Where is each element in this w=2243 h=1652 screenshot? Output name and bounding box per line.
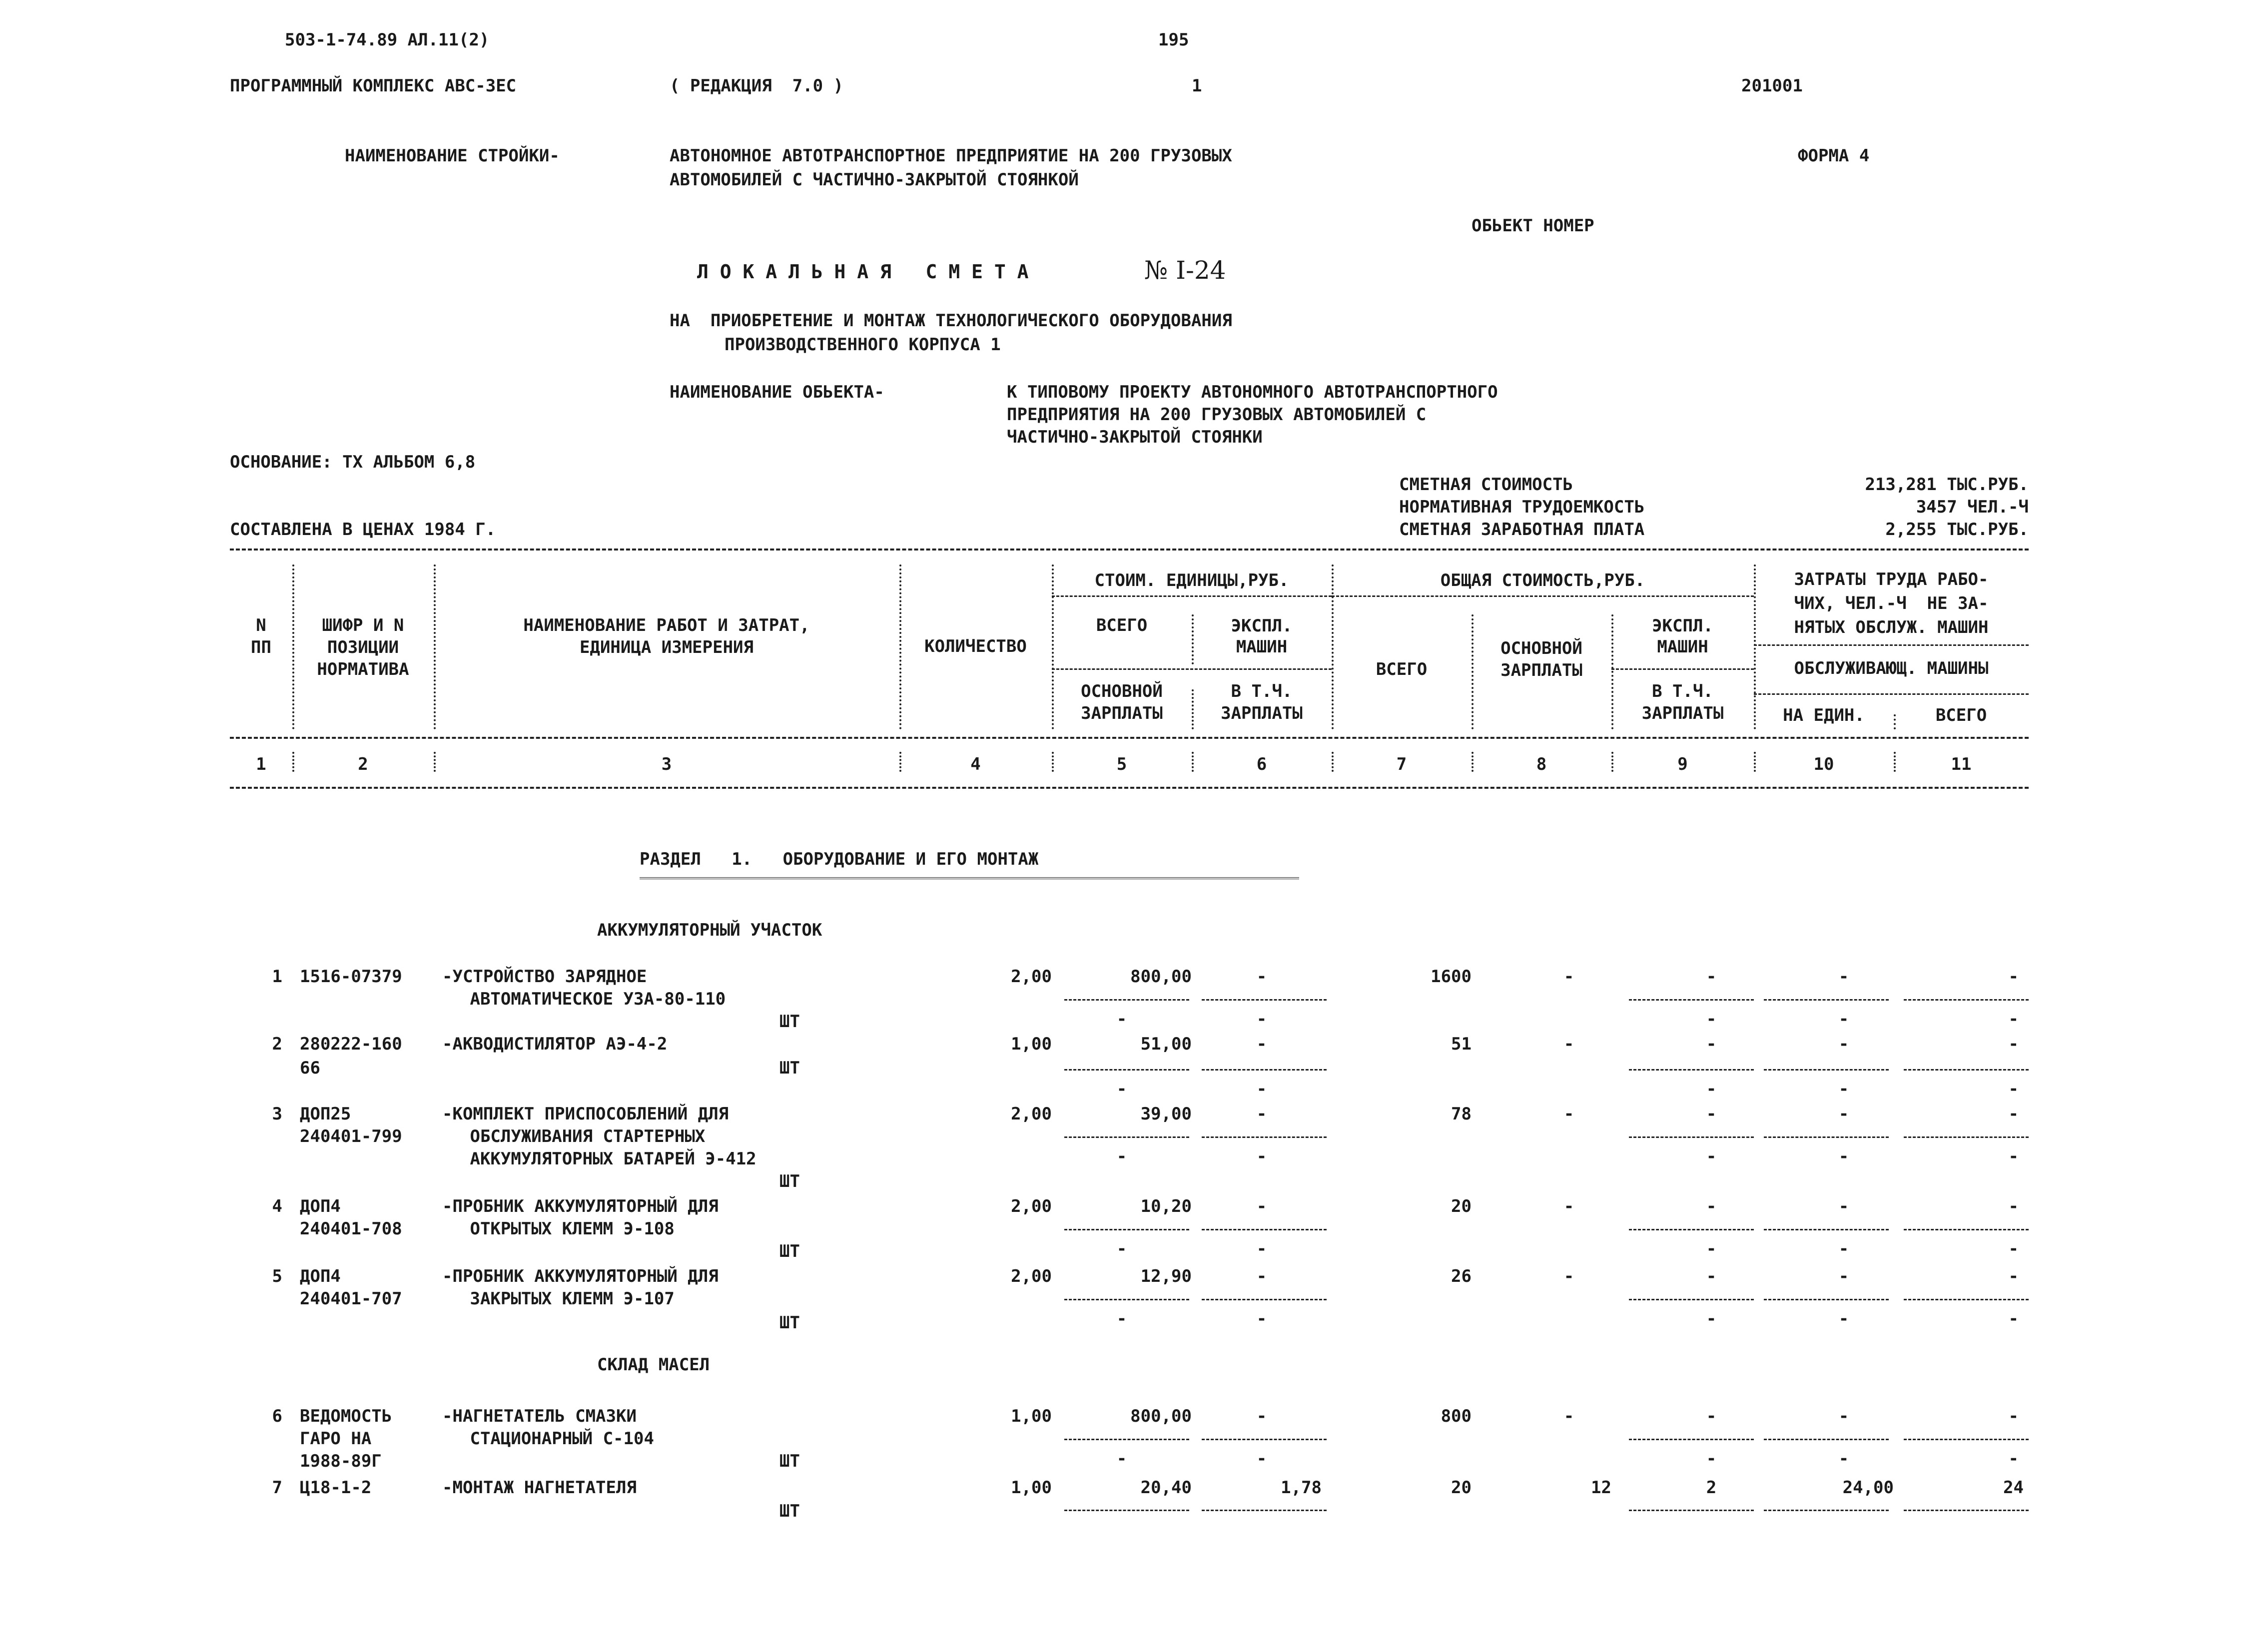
row-number: 4 — [272, 1196, 282, 1216]
column-separator — [434, 752, 436, 772]
row-divider — [1629, 1229, 1754, 1230]
row-total-incl: - — [1706, 1009, 1717, 1029]
row-code-line2: 240401-707 — [300, 1289, 402, 1309]
row-quantity: 2,00 — [1011, 1104, 1052, 1124]
row-total-machines: - — [1706, 1266, 1717, 1286]
row-total-machines: - — [1706, 1104, 1717, 1124]
object-name-line1: К ТИПОВОМУ ПРОЕКТУ АВТОНОМНОГО АВТОТРАНСПОРТНОГО — [1007, 382, 1498, 402]
row-name: -АКВОДИСТИЛЯТОР АЭ-4-2 — [442, 1034, 668, 1054]
row-unit-price: 800,00 — [1130, 1406, 1192, 1426]
row-divider — [1629, 1136, 1754, 1138]
row-unit-machines: 1,78 — [1281, 1478, 1322, 1498]
column-separator — [899, 752, 901, 772]
row-name: ЗАКРЫТЫХ КЛЕММ Э-107 — [460, 1289, 675, 1309]
row-name: -КОМПЛЕКТ ПРИСПОСОБЛЕНИЙ ДЛЯ — [442, 1104, 729, 1124]
row-divider — [1904, 1069, 2029, 1071]
row-code: 280222-160 — [300, 1034, 402, 1054]
col-header-name: НАИМЕНОВАНИЕ РАБОТ И ЗАТРАТ, ЕДИНИЦА ИЗМЕРЕНИЯ — [523, 615, 810, 657]
column-separator — [1611, 752, 1613, 772]
column-number: 8 — [1536, 754, 1547, 774]
column-separator — [1754, 752, 1756, 772]
row-unit-incl: - — [1256, 1239, 1267, 1259]
row-divider — [1629, 1510, 1754, 1511]
row-name: -НАГНЕТАТЕЛЬ СМАЗКИ — [442, 1406, 637, 1426]
row-unit-incl: - — [1256, 1146, 1267, 1166]
row-code: ВЕДОМОСТЬ — [300, 1406, 392, 1426]
row-code: Ц18-1-2 — [300, 1478, 372, 1498]
column-number: 2 — [358, 754, 368, 774]
row-total-machines: - — [1706, 1406, 1717, 1426]
row-labor-total: - — [2008, 1104, 2019, 1124]
row-quantity: 2,00 — [1011, 1196, 1052, 1216]
row-code-line2: 240401-708 — [300, 1219, 402, 1239]
row-unit-wage: - — [1116, 1146, 1127, 1166]
row-quantity: 1,00 — [1011, 1034, 1052, 1054]
col-header-total-all: ВСЕГО — [1376, 659, 1428, 679]
row-unit: ШТ — [779, 1241, 800, 1261]
row-unit: ШТ — [779, 1012, 800, 1032]
row-code: ДОП4 — [300, 1266, 341, 1286]
row-unit-price: 800,00 — [1130, 967, 1192, 987]
row-divider — [1764, 1136, 1889, 1138]
row-unit: ШТ — [779, 1501, 800, 1521]
summary-value-wage: 2,255 ТЫС.РУБ. — [1885, 520, 2029, 540]
row-unit-price: 51,00 — [1140, 1034, 1192, 1054]
row-total: 20 — [1451, 1196, 1472, 1216]
summary-value-cost: 213,281 ТЫС.РУБ. — [1865, 475, 2029, 495]
row-divider — [1202, 1510, 1327, 1511]
summary-label-cost: СМЕТНАЯ СТОИМОСТЬ — [1399, 475, 1573, 495]
row-unit-incl: - — [1256, 1309, 1267, 1329]
row-unit-machines: - — [1256, 1196, 1267, 1216]
row-labor-unit: - — [1838, 967, 1849, 987]
row-unit-machines: - — [1256, 1406, 1267, 1426]
header-inner-rule — [1052, 595, 1332, 597]
row-code: ДОП25 — [300, 1104, 351, 1124]
document-title: Л О К А Л Ь Н А Я С М Е Т А — [697, 261, 1029, 283]
row-labor-total: - — [2008, 1406, 2019, 1426]
row-divider — [1629, 999, 1754, 1001]
col-header-unit-machines: ЭКСПЛ. МАШИН — [1231, 616, 1293, 657]
row-labor-unit: 24,00 — [1842, 1478, 1894, 1498]
row-labor-unit-service: - — [1838, 1009, 1849, 1029]
row-total-incl: - — [1706, 1079, 1717, 1099]
row-divider — [1064, 1229, 1189, 1230]
sheet-number: 1 — [1192, 76, 1202, 96]
row-labor-total-service: - — [2008, 1449, 2019, 1469]
row-divider — [1064, 1299, 1189, 1300]
row-labor-total-service: - — [2008, 1009, 2019, 1029]
row-name: -УСТРОЙСТВО ЗАРЯДНОЕ — [442, 967, 647, 987]
header-inner-rule — [1611, 668, 1754, 670]
row-unit-price: 10,20 — [1140, 1196, 1192, 1216]
row-total: 78 — [1451, 1104, 1472, 1124]
row-unit-machines: - — [1256, 1034, 1267, 1054]
row-divider — [1904, 999, 2029, 1001]
form-label: ФОРМА 4 — [1798, 146, 1870, 166]
row-code-line2: 66 — [300, 1058, 320, 1078]
row-code: 1516-07379 — [300, 967, 402, 987]
row-number: 2 — [272, 1034, 282, 1054]
object-name-line2: ПРЕДПРИЯТИЯ НА 200 ГРУЗОВЫХ АВТОМОБИЛЕЙ С — [1007, 405, 1427, 425]
row-labor-total-service: - — [2008, 1309, 2019, 1329]
row-divider — [1629, 1299, 1754, 1300]
row-unit-machines: - — [1256, 1104, 1267, 1124]
row-name: СТАЦИОНАРНЫЙ С-104 — [460, 1429, 654, 1449]
row-name: ОТКРЫТЫХ КЛЕММ Э-108 — [460, 1219, 675, 1239]
table-top-rule — [230, 549, 2029, 551]
col-header-code: ШИФР И N ПОЗИЦИИ НОРМАТИВА — [317, 615, 409, 679]
row-divider — [1764, 1229, 1889, 1230]
row-total-wage: - — [1563, 967, 1574, 987]
row-divider — [1904, 1510, 2029, 1511]
row-code-line2: 240401-799 — [300, 1126, 402, 1146]
row-unit-wage: - — [1116, 1449, 1127, 1469]
column-number: 3 — [661, 754, 672, 774]
row-labor-total-service: - — [2008, 1146, 2019, 1166]
purpose-line1: НА ПРИОБРЕТЕНИЕ И МОНТАЖ ТЕХНОЛОГИЧЕСКОГО ОБОРУДОВАНИЯ — [670, 311, 1232, 331]
row-unit-incl: - — [1256, 1449, 1267, 1469]
row-name: АККУМУЛЯТОРНЫХ БАТАРЕЙ Э-412 — [460, 1149, 756, 1169]
row-total-wage: - — [1563, 1196, 1574, 1216]
column-number: 10 — [1813, 754, 1834, 774]
row-divider — [1202, 1069, 1327, 1071]
row-divider — [1764, 1069, 1889, 1071]
numbers-bottom-rule — [230, 787, 2029, 789]
column-separator — [1192, 752, 1194, 772]
row-code: ДОП4 — [300, 1196, 341, 1216]
row-unit-wage: - — [1116, 1239, 1127, 1259]
column-number: 1 — [256, 754, 266, 774]
col-header-unit-incl: В Т.Ч. ЗАРПЛАТЫ — [1221, 681, 1303, 723]
row-labor-total: - — [2008, 1196, 2019, 1216]
header-inner-rule — [1332, 595, 1754, 597]
row-name: ОБСЛУЖИВАНИЯ СТАРТЕРНЫХ — [460, 1126, 706, 1146]
row-total: 800 — [1441, 1406, 1472, 1426]
row-labor-unit-service: - — [1838, 1079, 1849, 1099]
row-name: -МОНТАЖ НАГНЕТАТЕЛЯ — [442, 1478, 637, 1498]
construction-name-line1: АВТОНОМНОЕ АВТОТРАНСПОРТНОЕ ПРЕДПРИЯТИЕ НА 200 ГРУЗОВЫХ — [670, 146, 1232, 166]
row-total-wage: - — [1563, 1034, 1574, 1054]
object-name-line3: ЧАСТИЧНО-ЗАКРЫТОЙ СТОЯНКИ — [1007, 427, 1263, 447]
col-header-labor-total: ВСЕГО — [1935, 705, 1987, 725]
column-number: 11 — [1951, 754, 1972, 774]
column-separator — [1332, 752, 1334, 772]
row-unit: ШТ — [779, 1058, 800, 1078]
row-divider — [1764, 1439, 1889, 1440]
row-labor-unit-service: - — [1838, 1309, 1849, 1329]
header-bottom-rule — [230, 737, 2029, 739]
col-header-labor-unit: НА ЕДИН. — [1783, 705, 1865, 725]
row-divider — [1764, 999, 1889, 1001]
row-labor-total-service: - — [2008, 1079, 2019, 1099]
col-header-unit-cost: СТОИМ. ЕДИНИЦЫ,РУБ. — [1094, 570, 1289, 590]
construction-label: НАИМЕНОВАНИЕ СТРОЙКИ- — [345, 146, 560, 166]
column-number: 5 — [1116, 754, 1127, 774]
row-total-wage: - — [1563, 1266, 1574, 1286]
row-labor-unit-service: - — [1838, 1239, 1849, 1259]
row-total: 26 — [1451, 1266, 1472, 1286]
row-name: -ПРОБНИК АККУМУЛЯТОРНЫЙ ДЛЯ — [442, 1266, 719, 1286]
program-name: ПРОГРАММНЫЙ КОМПЛЕКС АВС-3ЕС — [230, 76, 517, 96]
row-total-machines: 2 — [1706, 1478, 1717, 1498]
row-divider — [1202, 1229, 1327, 1230]
row-total-incl: - — [1706, 1449, 1717, 1469]
row-number: 6 — [272, 1406, 282, 1426]
program-edition: ( РЕДАКЦИЯ 7.0 ) — [670, 76, 843, 96]
row-total-machines: - — [1706, 1196, 1717, 1216]
col-header-total-incl: В Т.Ч. ЗАРПЛАТЫ — [1641, 681, 1724, 723]
row-unit-machines: - — [1256, 1266, 1267, 1286]
col-header-number: N ПП — [251, 615, 271, 657]
col-header-total-machines: ЭКСПЛ. МАШИН — [1652, 616, 1713, 657]
col-header-quantity: КОЛИЧЕСТВО — [924, 636, 1027, 656]
row-total-incl: - — [1706, 1239, 1717, 1259]
row-divider — [1629, 1069, 1754, 1071]
row-total-wage: 12 — [1591, 1478, 1611, 1498]
program-code: 201001 — [1741, 76, 1803, 96]
object-number-label: ОБЬЕКТ НОМЕР — [1472, 216, 1594, 236]
row-divider — [1202, 999, 1327, 1001]
row-number: 3 — [272, 1104, 282, 1124]
row-total-incl: - — [1706, 1309, 1717, 1329]
column-number: 7 — [1396, 754, 1407, 774]
row-unit-wage: - — [1116, 1009, 1127, 1029]
row-name: АВТОМАТИЧЕСКОЕ УЗА-80-110 — [460, 989, 726, 1009]
column-number: 9 — [1677, 754, 1688, 774]
col-header-total-cost: ОБЩАЯ СТОИМОСТЬ,РУБ. — [1440, 570, 1645, 590]
row-labor-unit: - — [1838, 1266, 1849, 1286]
row-unit-wage: - — [1116, 1309, 1127, 1329]
row-labor-unit-service: - — [1838, 1449, 1849, 1469]
row-labor-unit: - — [1838, 1406, 1849, 1426]
row-labor-total: - — [2008, 1034, 2019, 1054]
row-quantity: 2,00 — [1011, 967, 1052, 987]
row-unit-wage: - — [1116, 1079, 1127, 1099]
row-quantity: 1,00 — [1011, 1478, 1052, 1498]
row-divider — [1202, 1439, 1327, 1440]
smeta-number: № I-24 — [1144, 256, 1226, 285]
row-quantity: 2,00 — [1011, 1266, 1052, 1286]
column-separator — [1052, 752, 1054, 772]
header-inner-rule — [1754, 644, 2029, 646]
row-unit-incl: - — [1256, 1009, 1267, 1029]
row-divider — [1629, 1439, 1754, 1440]
row-divider — [1202, 1136, 1327, 1138]
row-divider — [1064, 1510, 1189, 1511]
col-header-unit-total: ВСЕГО — [1096, 615, 1148, 635]
row-labor-unit: - — [1838, 1104, 1849, 1124]
row-divider — [1904, 1229, 2029, 1230]
summary-label-wage: СМЕТНАЯ ЗАРАБОТНАЯ ПЛАТА — [1399, 520, 1645, 540]
column-separator — [292, 752, 294, 772]
col-header-total-wage: ОСНОВНОЙ ЗАРПЛАТЫ — [1500, 638, 1582, 680]
row-unit-price: 39,00 — [1140, 1104, 1192, 1124]
row-divider — [1064, 1136, 1189, 1138]
section-underline — [640, 877, 1299, 879]
column-number: 6 — [1256, 754, 1267, 774]
row-labor-unit: - — [1838, 1034, 1849, 1054]
purpose-line2: ПРОИЗВОДСТВЕННОГО КОРПУСА 1 — [725, 335, 1001, 355]
row-labor-total-service: - — [2008, 1239, 2019, 1259]
row-number: 7 — [272, 1478, 282, 1498]
row-total: 20 — [1451, 1478, 1472, 1498]
row-total: 1600 — [1431, 967, 1472, 987]
row-number: 1 — [272, 967, 282, 987]
row-unit-machines: - — [1256, 967, 1267, 987]
row-divider — [1904, 1136, 2029, 1138]
group-title: АККУМУЛЯТОРНЫЙ УЧАСТОК — [597, 920, 822, 940]
object-label: НАИМЕНОВАНИЕ ОБЬЕКТА- — [670, 382, 884, 402]
summary-value-labor: 3457 ЧЕЛ.-Ч — [1916, 497, 2029, 517]
row-total-incl: - — [1706, 1146, 1717, 1166]
row-unit-incl: - — [1256, 1079, 1267, 1099]
row-divider — [1064, 1069, 1189, 1071]
column-number: 4 — [970, 754, 981, 774]
col-header-unit-wage: ОСНОВНОЙ ЗАРПЛАТЫ — [1081, 681, 1163, 723]
row-number: 5 — [272, 1266, 282, 1286]
row-labor-total: - — [2008, 1266, 2019, 1286]
row-unit: ШТ — [779, 1171, 800, 1191]
row-labor-total: 24 — [2003, 1478, 2024, 1498]
row-divider — [1064, 1439, 1189, 1440]
row-divider — [1064, 999, 1189, 1001]
col-header-labor-service: ОБСЛУЖИВАЮЩ. МАШИНЫ — [1794, 658, 1989, 678]
row-quantity: 1,00 — [1011, 1406, 1052, 1426]
row-unit-price: 20,40 — [1140, 1478, 1192, 1498]
row-labor-unit-service: - — [1838, 1146, 1849, 1166]
column-separator — [1894, 752, 1896, 772]
construction-name-line2: АВТОМОБИЛЕЙ С ЧАСТИЧНО-ЗАКРЫТОЙ СТОЯНКОЙ — [670, 170, 1079, 190]
row-total-wage: - — [1563, 1104, 1574, 1124]
row-total-machines: - — [1706, 1034, 1717, 1054]
row-total-wage: - — [1563, 1406, 1574, 1426]
header-inner-rule — [1754, 693, 2029, 695]
row-divider — [1764, 1510, 1889, 1511]
col-header-labor: ЗАТРАТЫ ТРУДА РАБО- ЧИХ, ЧЕЛ.-Ч НЕ ЗА- НЯТЫХ ОБСЛУЖ. МАШИН — [1794, 569, 1989, 637]
row-divider — [1904, 1299, 2029, 1300]
document-code: 503-1-74.89 АЛ.11(2) — [285, 30, 490, 50]
row-total-machines: - — [1706, 967, 1717, 987]
page-number: 195 — [1158, 30, 1189, 50]
prices-basis: СОСТАВЛЕНА В ЦЕНАХ 1984 Г. — [230, 520, 496, 540]
row-total: 51 — [1451, 1034, 1472, 1054]
row-code-line2: ГАРО НА — [300, 1429, 372, 1449]
header-inner-rule — [1052, 668, 1332, 670]
basis: ОСНОВАНИЕ: ТХ АЛЬБОМ 6,8 — [230, 452, 476, 472]
row-code-line3: 1988-89Г — [300, 1451, 382, 1471]
row-labor-total: - — [2008, 967, 2019, 987]
row-divider — [1764, 1299, 1889, 1300]
column-separator — [1472, 752, 1474, 772]
group-title: СКЛАД МАСЕЛ — [597, 1355, 710, 1375]
row-unit: ШТ — [779, 1313, 800, 1333]
row-unit-price: 12,90 — [1140, 1266, 1192, 1286]
row-divider — [1904, 1439, 2029, 1440]
row-name: -ПРОБНИК АККУМУЛЯТОРНЫЙ ДЛЯ — [442, 1196, 719, 1216]
row-labor-unit: - — [1838, 1196, 1849, 1216]
summary-label-labor: НОРМАТИВНАЯ ТРУДОЕМКОСТЬ — [1399, 497, 1645, 517]
row-divider — [1202, 1299, 1327, 1300]
row-unit: ШТ — [779, 1451, 800, 1471]
section-title: РАЗДЕЛ 1. ОБОРУДОВАНИЕ И ЕГО МОНТАЖ — [640, 849, 1039, 869]
